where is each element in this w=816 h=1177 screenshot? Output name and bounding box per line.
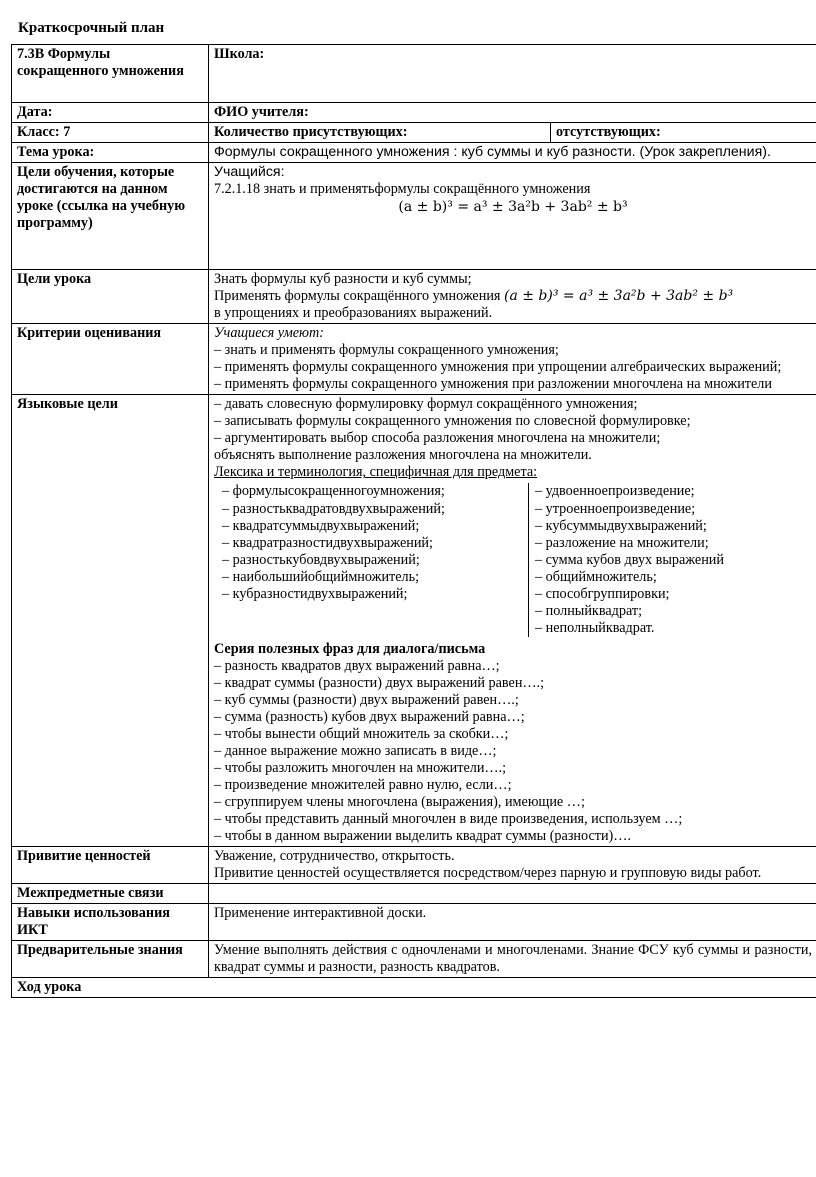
criteria-item: – применять формулы сокращенного умножения при разложении многочлена на множители [214, 376, 772, 393]
criteria-cell [209, 324, 816, 395]
vocab-item: – формулысокращенногоумножения; [222, 483, 445, 500]
language-goals-cell [209, 395, 816, 847]
language-goal: – давать словесную формулировку формул сокращённого умножения; [214, 396, 638, 413]
row-criteria [12, 324, 816, 395]
phrases-heading: Серия полезных фраз для диалога/письма [214, 640, 486, 657]
prior-text: Умение выполнять действия с одночленами и многочленами. Знание ФСУ куб суммы и разности, квадрат суммы и разности, разность квадратов. [209, 941, 816, 978]
row-values [12, 847, 816, 884]
vocab-item: – удвоенноепроизведение; [535, 483, 695, 500]
school-label: Школа: [209, 45, 816, 103]
values-cell [209, 847, 816, 884]
row-class [12, 123, 816, 143]
vocab-item: – квадратсуммыдвухвыражений; [222, 517, 420, 534]
vocab-column-left [222, 483, 529, 636]
present-label: Количество присутствующих: [209, 123, 551, 143]
crosscurricular-cell [209, 884, 816, 904]
language-goal: объяснять выполнение разложения многочлена на множители. [214, 447, 592, 464]
language-goals-label: Языковые цели [12, 395, 209, 847]
progress-label: Ход урока [12, 978, 816, 998]
lesson-goal-2 [214, 288, 812, 305]
class-label: Класс: 7 [12, 123, 209, 143]
document-title: Краткосрочный план [18, 20, 165, 36]
row-language-goals [12, 395, 816, 847]
ict-text: Применение интерактивной доски. [209, 904, 816, 941]
values-label: Привитие ценностей [12, 847, 209, 884]
vocab-item: – кубразностидвухвыражений; [222, 585, 408, 602]
date-label: Дата: [12, 103, 209, 123]
criteria-label: Критерии оценивания [12, 324, 209, 395]
phrase-item: – чтобы в данном выражении выделить квадрат суммы (разности)…. [214, 828, 632, 845]
phrase-item: – чтобы представить данный многочлен в виде произведения, используем …; [214, 811, 683, 828]
topic-text: Формулы сокращенного умножения : куб суммы и куб разности. (Урок закрепления). [209, 143, 816, 163]
vocab-item: – квадратразностидвухвыражений; [222, 534, 433, 551]
row-lesson-goals [12, 270, 816, 324]
values-text-2: Привитие ценностей осуществляется посредством/через парную и групповую виды работ. [214, 865, 762, 882]
absent-label: отсутствующих: [551, 123, 816, 143]
lesson-goals-label: Цели урока [12, 270, 209, 324]
phrase-item: – квадрат суммы (разности) двух выражений равен….; [214, 674, 545, 691]
phrase-item: – чтобы вынести общий множитель за скобки…; [214, 725, 509, 742]
lesson-code: 7.3В Формулы сокращенного умножения [12, 45, 209, 103]
vocab-item: – разложение на множители; [535, 534, 709, 551]
row-date [12, 103, 816, 123]
row-crosscurricular [12, 884, 816, 904]
topic-label: Тема урока: [12, 143, 209, 163]
lesson-plan-table [11, 44, 816, 998]
row-ict [12, 904, 816, 941]
row-lesson-code [12, 45, 816, 103]
phrase-item: – чтобы разложить многочлен на множители….; [214, 759, 507, 776]
vocab-item: – общиймножитель; [535, 568, 657, 585]
learning-goal-text: 7.2.1.18 знать и применятьформулы сокращённого умножения [214, 181, 591, 198]
teacher-label: ФИО учителя: [209, 103, 816, 123]
lesson-goal-3: в упрощениях и преобразованиях выражений. [214, 305, 493, 322]
vocab-item: – утроенноепроизведение; [535, 500, 696, 517]
formula-cube: (a ± b)³ = a³ ± 3a²b + 3ab² ± b³ [398, 199, 628, 216]
language-goal: – записывать формулы сокращенного умножения по словесной формулировке; [214, 413, 691, 430]
phrase-item: – разность квадратов двух выражений равна…; [214, 657, 500, 674]
criteria-item: – применять формулы сокращенного умножения при упрощении алгебраических выражений; [214, 359, 782, 376]
phrase-item: – куб суммы (разности) двух выражений равен….; [214, 691, 519, 708]
lesson-goals-cell [209, 270, 816, 324]
phrase-item: – сгруппируем члены многочлена (выражения), имеющие …; [214, 794, 585, 811]
crosscurricular-label: Межпредметные связи [12, 884, 209, 904]
lesson-goal-1: Знать формулы куб разности и куб суммы; [214, 271, 472, 288]
phrase-item: – произведение множителей равно нулю, если…; [214, 777, 512, 793]
learning-goals-cell [209, 163, 816, 270]
phrase-item: – данное выражение можно записать в виде…; [214, 742, 497, 759]
phrase-item: – сумма (разность) кубов двух выражений равна…; [214, 708, 525, 725]
vocab-item: – разностьквадратовдвухвыражений; [222, 500, 445, 517]
row-progress [12, 978, 816, 998]
criteria-item: – знать и применять формулы сокращенного умножения; [214, 342, 559, 359]
values-text-1: Уважение, сотрудничество, открытость. [214, 848, 455, 865]
vocab-column-right [529, 483, 724, 636]
vocab-item: – способгруппировки; [535, 585, 670, 602]
lesson-goal-formula: (a ± b)³ = a³ ± 3a²b + 3ab² ± b³ [503, 288, 734, 305]
vocab-item: – наибольшийобщиймножитель; [222, 568, 420, 585]
row-topic [12, 143, 816, 163]
row-prior-knowledge [12, 941, 816, 978]
learning-goals-label: Цели обучения, которые достигаются на данном уроке (ссылка на учебную программу) [12, 163, 209, 270]
vocab-item: – сумма кубов двух выражений [535, 551, 724, 568]
vocab-item: – кубсуммыдвухвыражений; [535, 517, 707, 534]
student-label: Учащийся: [214, 164, 285, 181]
lesson-goal-2-text: Применять формулы сокращённого умножения [214, 288, 501, 305]
language-goal: – аргументировать выбор способа разложения многочлена на множители; [214, 430, 661, 447]
vocab-item: – неполныйквадрат. [535, 619, 655, 636]
row-learning-goals [12, 163, 816, 270]
vocab-item: – полныйквадрат; [535, 602, 643, 619]
vocab-heading: Лексика и терминология, специфичная для предмета: [214, 464, 538, 481]
prior-label: Предварительные знания [12, 941, 209, 978]
vocab-item: – разностькубовдвухвыражений; [222, 551, 420, 568]
criteria-intro: Учащиеся умеют: [214, 325, 325, 342]
ict-label: Навыки использования ИКТ [12, 904, 209, 941]
vocab-table [222, 483, 782, 636]
